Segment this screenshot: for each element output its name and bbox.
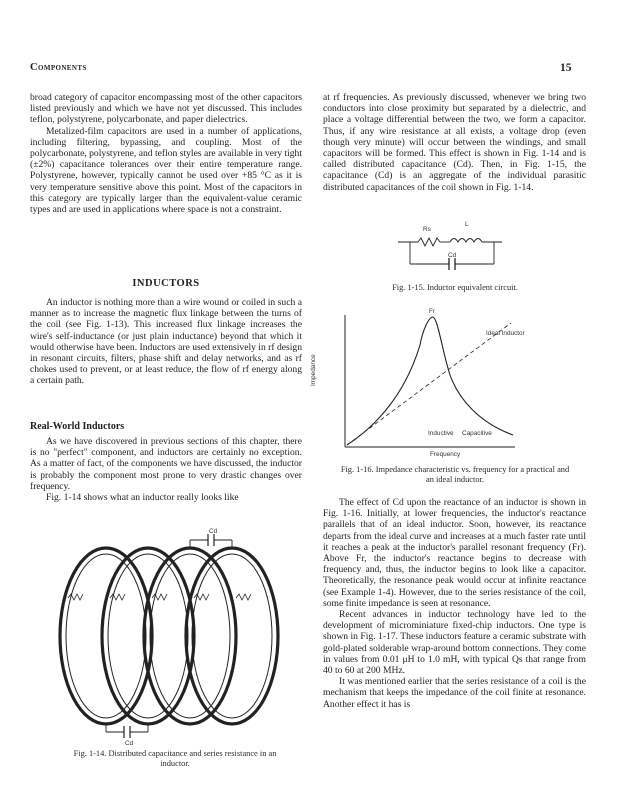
paragraph: An inductor is nothing more than a wire wound or coiled in such a manner as to increase the magnetic flux linkage between the turns of the coil (see Fig. 1-13). This increased flux linkage increases the wire's self-inductance (or just plain inductance) beyond that which it would otherwise have been. Inductors are used extensively in rf design in resonant circuits, filters, phase shift and delay networks, and as rf chokes used to prevent, or at least reduce, the flow of rf energy along a certain path. (30, 297, 303, 387)
paragraph: Metalized-film capacitors are used in a number of applications, including filtering, bypassing, and coupling. Most of the polycarbonate, polystyrene, and teflon styles are available in very tight (±2%) capacitance tolerances over their entire temperature range. Polystyrene, however, typically cannot be used over +85 °C as it is very temperature sensitive above this point. Most of the capacitors in this category are typically larger than the equivalent-value ceramic types and are used in applications where space is not a constraint. (30, 125, 302, 216)
left-column-inductors (30, 297, 302, 387)
fig-1-16-y-axis-label: Impedance (310, 354, 317, 386)
paragraph: The effect of Cd upon the reactance of an inductor is shown in Fig. 1-16. Initially, at lower frequencies, the inductor's reactance parallels that of an ideal inductor. Soon, however, its reactance departs from the ideal curve and increases at a much faster rate until it reaches a peak at the inductor's parallel resonant frequency (Fr). Above Fr, the inductor's reactance begins to decrease with frequency and, thus, the inductor begins to look like a capacitor. Theoretically, the resonance peak would occur at infinite reactance (see Example 1-4). However, due to the series resistance of the coil, some finite impedance is seen at resonance. (323, 497, 586, 609)
fig-1-15-label-l: L (465, 221, 469, 228)
fig-1-15-label-cd: Cd (448, 252, 457, 259)
fig-1-15-label-rs: Rs (423, 226, 431, 233)
fig-1-16-x-axis-label: Frequency (430, 451, 461, 458)
section-heading-inductors: INDUCTORS (132, 278, 200, 289)
paragraph: As we have discovered in previous sections of this chapter, there is no "perfect" component, and inductors are certainly no exception. As a matter of fact, of the components we have discussed, the inductor is probably the component most prone to very drastic changes over frequency. (30, 436, 302, 492)
fig-1-15-caption: Fig. 1-15. Inductor equivalent circuit. (392, 283, 518, 292)
ideal-inductor-line (347, 323, 511, 445)
right-column-bottom (323, 497, 586, 710)
fig-1-14-label-cd-top: Cd (209, 528, 218, 535)
running-header: Components (30, 62, 87, 73)
paragraph: It was mentioned earlier that the series resistance of a coil is the mechanism that keeps the impedance of the coil finite at resonance. Another effect it has is (323, 676, 586, 710)
paragraph: Fig. 1-14 shows what an inductor really looks like (46, 492, 239, 504)
paragraph: Recent advances in inductor technology have led to the development of microminiature fixed-chip inductors. One type is shown in Fig. 1-17. These inductors feature a ceramic substrate with gold-plated solderable wrap-around bottom connections. They come in values from 0.01 μH to 1.0 mH, with typical Qs that range from 40 to 60 at 200 MHz. (323, 609, 586, 677)
fig-1-14-label-cd-bottom: Cd (125, 740, 134, 747)
fig-1-14-caption: Fig. 1-14. Distributed capacitance and series resistance in an inductor. (73, 749, 277, 768)
fig-1-16-label-fr: Fr (429, 308, 436, 315)
subsection-heading-real-world-inductors: Real-World Inductors (30, 421, 125, 432)
paragraph: at rf frequencies. As previously discussed, whenever we bring two conductors into close proximity but separated by a dielectric, and place a voltage differential between the two, we form a capacitor. Thus, if any wire resistance at all exists, a voltage drop (even though very minute) will occur between the windings, and small capacitors will be formed. This effect is shown in Fig. 1-14 and is called distributed capacitance (Cd). Then, in Fig. 1-15, the capacitance (Cd) is an aggregate of the individual parasitic distributed capacitances of the coil shown in Fig. 1-14. (323, 92, 586, 193)
fig-1-16-label-inductive: Inductive (428, 430, 454, 437)
fig-1-14-coil-drawing (48, 528, 298, 743)
fig-1-16-label-ideal-inductor: Ideal Inductor (486, 330, 525, 337)
left-column-real-world (30, 436, 302, 503)
paragraph: broad category of capacitor encompassing most of the other capacitors listed previously and which we have not yet discussed. This includes teflon, polystyrene, polycarbonate, and paper dielectrics. (30, 92, 302, 126)
fig-1-16-caption: Fig. 1-16. Impedance characteristic vs. frequency for a practical and an ideal inductor. (340, 465, 570, 484)
fig-1-16-label-capacitive: Capacitive (462, 430, 492, 437)
fig-1-15-circuit (398, 228, 508, 273)
page-number: 15 (560, 62, 572, 74)
left-column-top (30, 92, 302, 215)
right-column-top (323, 92, 586, 193)
